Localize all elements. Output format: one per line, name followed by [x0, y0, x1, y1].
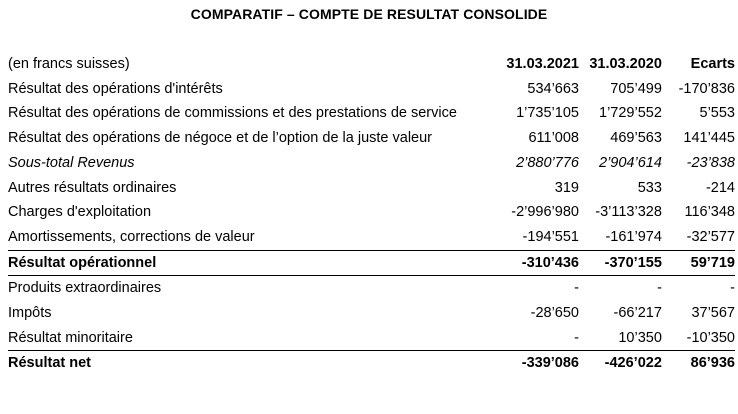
report-title: COMPARATIF – COMPTE DE RESULTAT CONSOLIDE	[190, 6, 548, 22]
value-2020: -426’022	[579, 351, 662, 376]
value-2020: 469’563	[610, 130, 662, 147]
row-label: Amortissements, corrections de valeur	[8, 228, 255, 245]
column-header-ecarts: Ecarts	[690, 56, 735, 72]
row-label: Résultat minoritaire	[8, 329, 133, 346]
value-ecart: 86’936	[662, 351, 735, 376]
value-ecart: -170’836	[678, 80, 735, 97]
table-row	[8, 301, 735, 326]
income-statement-table	[8, 52, 735, 376]
row-label: Résultat net	[8, 351, 498, 376]
row-label: Impôts	[8, 305, 52, 322]
value-ecart: -23’838	[686, 154, 735, 171]
table-row	[8, 101, 735, 126]
value-ecart: -214	[705, 179, 735, 196]
value-ecart: 59’719	[662, 250, 735, 276]
value-2020: 10’350	[618, 329, 662, 346]
value-2021: -	[498, 276, 579, 301]
table-row	[8, 176, 735, 201]
row-label: Résultat des opérations de négoce et de l’option de la juste valeur	[8, 130, 433, 147]
value-2020: 533	[637, 179, 662, 196]
row-label: Produits extraordinaires	[8, 276, 498, 301]
value-2020: -	[579, 276, 662, 301]
value-ecart: -32’577	[686, 228, 735, 245]
value-2021: -310’436	[498, 250, 579, 276]
header-row	[8, 52, 735, 77]
value-2021: -339’086	[498, 351, 579, 376]
table-row	[8, 77, 735, 102]
table-row	[8, 326, 735, 351]
value-ecart: 116’348	[684, 204, 735, 221]
value-2020: -66’217	[613, 305, 662, 322]
table-row	[8, 200, 735, 225]
value-ecart: -10’350	[686, 329, 735, 346]
value-2020: 2’904’614	[599, 154, 662, 171]
value-2020: 705’499	[610, 80, 662, 97]
value-2020: -161’974	[605, 228, 662, 245]
subtotal-row	[8, 151, 735, 176]
value-2021: 534’663	[527, 80, 579, 97]
value-2021: -194’551	[522, 228, 579, 245]
row-label: Résultat opérationnel	[8, 250, 498, 276]
value-2021: -	[574, 329, 579, 346]
column-header-2020: 31.03.2020	[589, 56, 662, 72]
net-result-row	[8, 351, 735, 376]
unit-label: (en francs suisses)	[8, 56, 130, 72]
table-row	[8, 126, 735, 151]
value-2020: -3’113’328	[595, 204, 662, 221]
value-2021: -2’996’980	[511, 204, 579, 221]
value-ecart: -	[662, 276, 735, 301]
table-row	[8, 225, 735, 250]
column-header-2021: 31.03.2021	[506, 56, 579, 72]
value-2021: 319	[554, 179, 579, 196]
value-2020: 1’729’552	[599, 105, 662, 122]
value-2021: -28’650	[530, 305, 579, 322]
value-2021: 1’735’105	[516, 105, 579, 122]
value-ecart: 141’445	[683, 130, 735, 147]
row-label: Sous-total Revenus	[8, 154, 135, 171]
value-2020: -370’155	[579, 250, 662, 276]
value-2021: 2’880’776	[516, 154, 579, 171]
value-2021: 611’008	[528, 130, 579, 147]
row-label: Charges d'exploitation	[8, 204, 152, 221]
row-label: Autres résultats ordinaires	[8, 179, 177, 196]
row-label: Résultat des opérations d'intérêts	[8, 80, 223, 97]
row-label: Résultat des opérations de commissions et des prestations de service	[8, 105, 457, 122]
table-row	[8, 276, 735, 301]
value-ecart: 5’553	[699, 105, 735, 122]
value-ecart: 37’567	[691, 305, 735, 322]
operating-result-row	[8, 250, 735, 276]
